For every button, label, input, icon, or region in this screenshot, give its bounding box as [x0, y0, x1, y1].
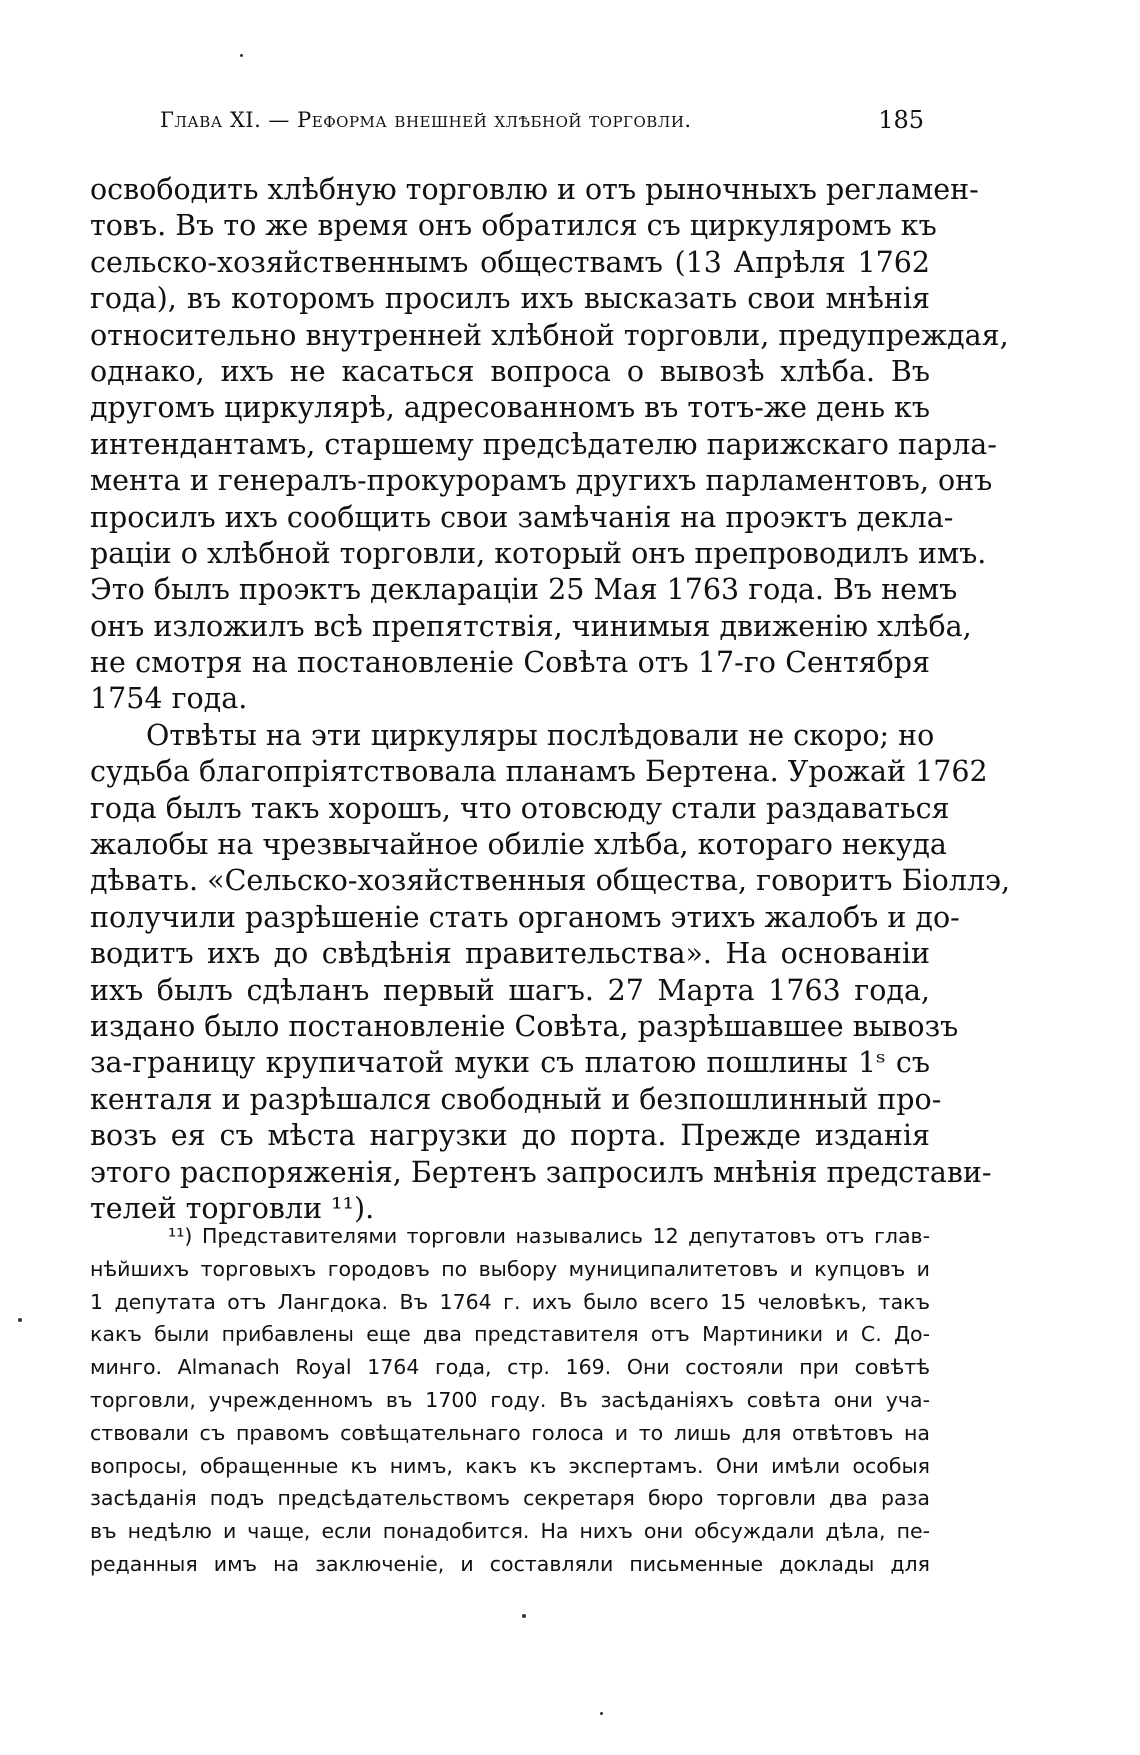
text-line: судьба благопріятствовала планамъ Бертена. Урожай 1762: [90, 755, 988, 789]
text-line: издано было постановленіе Совѣта, разрѣшавшее вывозъ: [90, 1009, 959, 1043]
text-line: кенталя и разрѣшался свободный и безпошлинный про-: [90, 1082, 942, 1116]
text-line: жалобы на чрезвычайное обиліе хлѣба, котораго некуда: [90, 828, 947, 862]
text-line: онъ изложилъ всѣ препятствія, чинимыя движенію хлѣба,: [90, 609, 972, 643]
footnote-line: какъ были прибавлены еще два представителя отъ Мартиники и С. До-: [90, 1322, 930, 1347]
text-line: другомъ циркулярѣ, адресованномъ въ тотъ-же день къ: [90, 391, 930, 425]
footnote-line: реданныя имъ на заключеніе, и составляли письменные доклады для: [90, 1551, 930, 1576]
footnote-line: минго. Almanach Royal 1764 года, стр. 169. Они состояли при совѣтѣ: [90, 1355, 930, 1380]
text-line: сельско-хозяйственнымъ обществамъ (13 Апрѣля 1762: [90, 245, 930, 279]
footnote-line: ствовали съ правомъ совѣщательнаго голоса и то лишь для отвѣтовъ на: [90, 1420, 930, 1445]
text-line: освободить хлѣбную торговлю и отъ рыночныхъ регламен-: [90, 173, 979, 206]
footnote-line: засѣданія подъ предсѣдательствомъ секретаря бюро торговли два раза: [90, 1486, 930, 1511]
footnote-line: нѣйшихъ торговыхъ городовъ по выбору муниципалитетовъ и купцовъ и: [90, 1256, 930, 1281]
page-header: [160, 104, 930, 144]
text-line: интендантамъ, старшему предсѣдателю парижскаго парла-: [90, 427, 997, 461]
text-line: за-границу крупичатой муки съ платою пошлины 1ˢ съ: [90, 1046, 930, 1080]
text-line: водитъ ихъ до свѣдѣнія правительства». На основаніи: [90, 937, 930, 971]
text-line: однако, ихъ не касаться вопроса о вывозѣ хлѣба. Въ: [90, 354, 930, 388]
footnote-line: въ недѣлю и чаще, если понадобится. На нихъ они обсуждали дѣла, пе-: [90, 1519, 930, 1544]
scan-speck: [600, 1712, 603, 1715]
text-line: получили разрѣшеніе стать органомъ этихъ жалобъ и до-: [90, 900, 960, 934]
text-line: ихъ былъ сдѣланъ первый шагъ. 27 Марта 1763 года,: [90, 973, 930, 1007]
text-line: мента и генералъ-прокурорамъ другихъ парламентовъ, онъ: [90, 464, 993, 498]
scan-speck: [240, 54, 243, 57]
footnote-line: вопросы, обращенные къ нимъ, какъ къ экспертамъ. Они имѣли особыя: [90, 1453, 930, 1478]
footnote-line: ¹¹) Представителями торговли назывались 12 депутатовъ отъ глав-: [168, 1224, 930, 1248]
footnote-line: торговли, учрежденномъ въ 1700 году. Въ засѣданіяхъ совѣта они уча-: [90, 1387, 930, 1412]
text-line: возъ ея съ мѣста нагрузки до порта. Прежде изданія: [90, 1119, 930, 1153]
main-text: [90, 172, 1011, 1227]
text-line: просилъ ихъ сообщить свои замѣчанія на проэктъ декла-: [90, 500, 954, 534]
text-line: телей торговли ¹¹).: [90, 1191, 375, 1225]
text-line: этого распоряженія, Бертенъ запросилъ мнѣнія представи-: [90, 1155, 992, 1189]
footnote: [90, 1220, 930, 1581]
text-line: 1754 года.: [90, 682, 248, 716]
text-line: Отвѣты на эти циркуляры послѣдовали не скоро; но: [146, 718, 935, 752]
text-line: дѣвать. «Сельско-хозяйственныя общества, говоритъ Біоллэ,: [90, 864, 1011, 898]
text-line: года былъ такъ хорошъ, что отовсюду стали раздаваться: [90, 791, 950, 825]
text-line: товъ. Въ то же время онъ обратился съ циркуляромъ къ: [90, 209, 937, 243]
text-line: года), въ которомъ просилъ ихъ высказать свои мнѣнія: [90, 282, 930, 316]
text-line: не смотря на постановленіе Совѣта отъ 17-го Сентября: [90, 646, 930, 680]
footnote-line: 1 депутата отъ Лангдока. Въ 1764 г. ихъ было всего 15 человѣкъ, такъ: [90, 1289, 930, 1314]
text-line: относительно внутренней хлѣбной торговли, предупреждая,: [90, 318, 1009, 352]
text-line: раціи о хлѣбной торговли, который онъ препроводилъ имъ.: [90, 536, 987, 570]
running-head: Глава XI. — Реформа внешней хлѣбной торговли.: [160, 108, 692, 132]
text-line: Это былъ проэктъ деклараціи 25 Мая 1763 года. Въ немъ: [90, 573, 958, 607]
scan-speck: [18, 1318, 22, 1322]
scan-speck: [522, 1614, 526, 1618]
page-number: 185: [878, 106, 924, 134]
